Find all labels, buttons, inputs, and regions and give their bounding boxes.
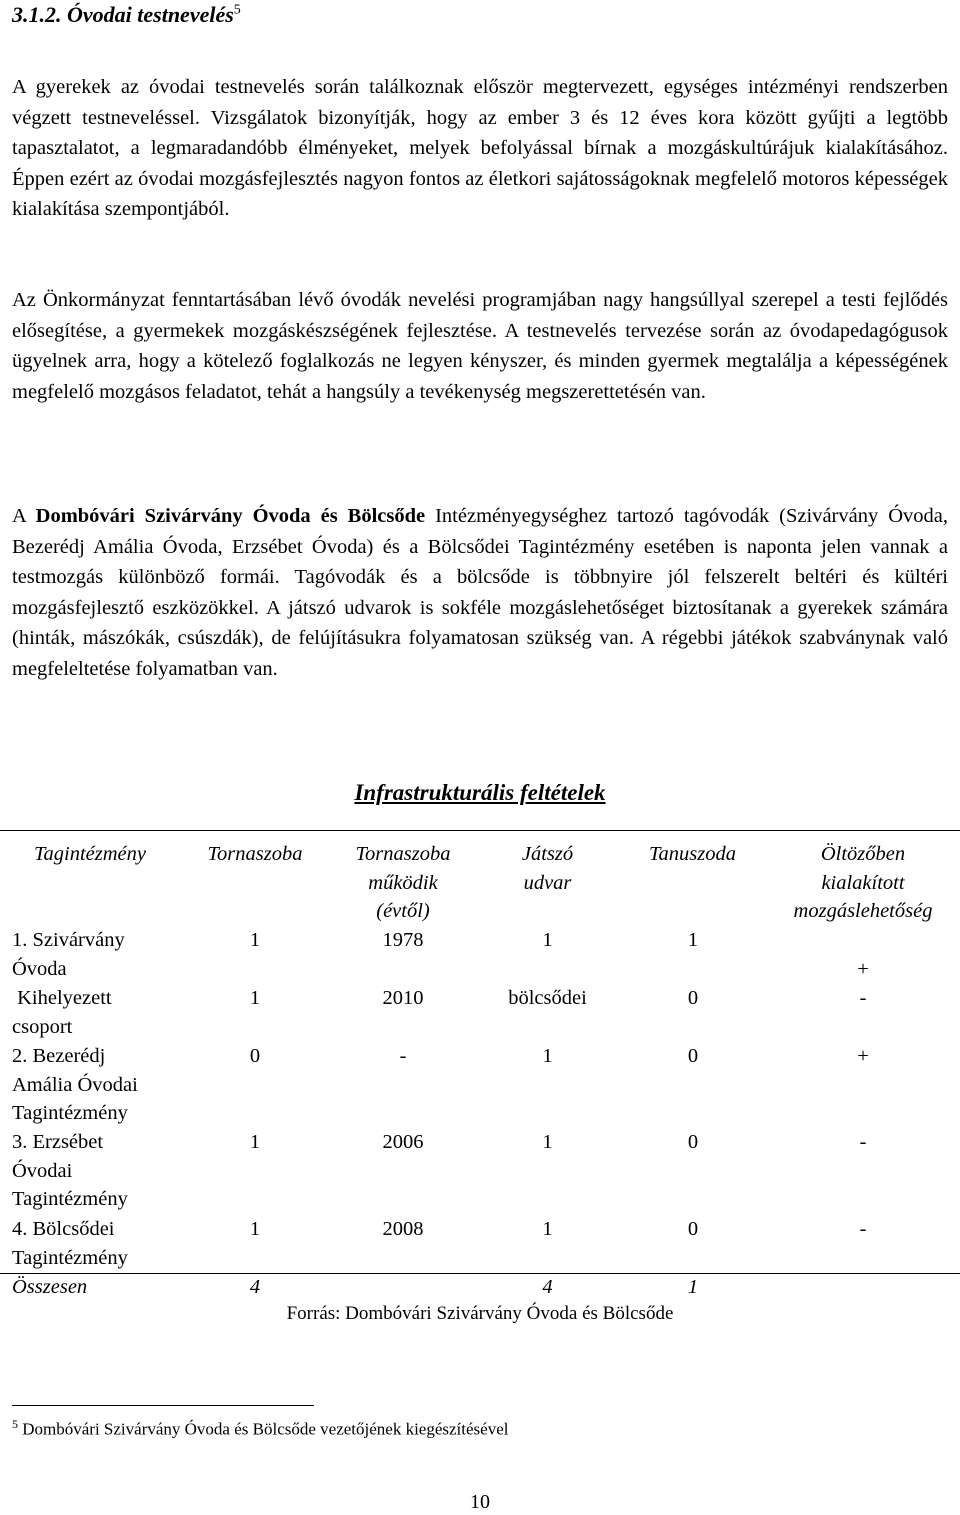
- row-name-line: 4. Bölcsődei: [12, 1218, 115, 1240]
- cell-tornaszoba: 1: [249, 1131, 261, 1153]
- cell-tanuszoda: 1: [687, 929, 699, 951]
- total-tanuszoda: 1: [687, 1276, 699, 1298]
- section-number: 3.1.2.: [12, 2, 62, 27]
- total-udvar: 4: [542, 1276, 553, 1298]
- footnote: [12, 1417, 508, 1440]
- institution-name: Dombóvári Szivárvány Óvoda és Bölcsőde: [35, 505, 426, 527]
- footnote-number: 5: [12, 1417, 18, 1431]
- row-name-line: 2. Bezerédj: [12, 1045, 106, 1067]
- paragraph-3-rest: Intézményegységhez tartozó tagóvodák (Szivárvány Óvoda, Bezerédj Amália Óvoda, Erzsébet Óvoda) és a Bölcsődei Tagintézmény esetében is naponta jelen vannak a testmozgás különböző formái. Tagóvodák és a bölcsőde is többnyire jól felszerelt beltéri és kültéri mozgásfejlesztő eszközökkel. A játszó udvarok is sokféle mozgáslehetőséget biztosítanak a gyerekek számára (hinták, mászókák, csúszdák), de felújításukra folyamatosan szükség van. A régebbi játékok szabványnak való megfeleltetése folyamatban van.: [12, 505, 948, 680]
- table-source: Forrás: Dombóvári Szivárvány Óvoda és Bölcsőde: [286, 1303, 674, 1324]
- table-top-rule: [0, 830, 960, 831]
- row-name-line: Kihelyezett: [12, 987, 112, 1009]
- table-row-name: [12, 926, 125, 983]
- footnote-ref: 5: [233, 2, 241, 18]
- page-number: 10: [470, 1491, 490, 1513]
- cell-tanuszoda: 0: [687, 987, 699, 1009]
- cell-udvar: 1: [542, 1218, 553, 1240]
- header-oltozo-line2: kialakított: [821, 871, 905, 894]
- footnote-separator: [12, 1405, 314, 1406]
- header-mukodik-line3: (évtől): [376, 900, 430, 923]
- cell-tanuszoda: 0: [687, 1218, 699, 1240]
- header-tanuszoda: Tanuszoda: [649, 843, 736, 865]
- header-oltozo-line3: mozgáslehetőség: [793, 900, 933, 923]
- row-name-line: 3. Erzsébet: [12, 1131, 104, 1153]
- cell-udvar: 1: [542, 929, 553, 951]
- header-oltozo-line1: Öltözőben: [820, 843, 906, 865]
- table-row-name: [12, 1215, 128, 1272]
- header-mukodik-line1: Tornaszoba: [355, 843, 451, 865]
- cell-oltozo: -: [859, 1218, 867, 1240]
- cell-tornaszoba: 1: [249, 929, 261, 951]
- cell-oltozo: +: [857, 1045, 869, 1067]
- cell-oltozo: -: [859, 987, 867, 1009]
- paragraph-3: [12, 501, 948, 684]
- paragraph-3-start: A: [12, 505, 36, 527]
- row-name-line: 1. Szivárvány: [12, 929, 125, 951]
- row-name-line: csoport: [12, 1015, 73, 1038]
- header-tornaszoba: Tornaszoba: [207, 843, 303, 865]
- cell-tornaszoba: 0: [249, 1045, 261, 1067]
- table-row-name: [12, 1042, 138, 1128]
- cell-ev: 2008: [382, 1218, 424, 1240]
- table-total-rule: [0, 1273, 960, 1274]
- cell-tanuszoda: 0: [687, 1045, 699, 1067]
- cell-oltozo: -: [859, 1131, 867, 1153]
- cell-tanuszoda: 0: [687, 1131, 699, 1153]
- row-name-line: Tagintézmény: [12, 1188, 128, 1211]
- header-tornaszoba-mukodik: [335, 840, 471, 926]
- section-title: Óvodai testnevelés: [67, 2, 234, 27]
- cell-udvar: 1: [542, 1045, 553, 1067]
- cell-tornaszoba: 1: [249, 1218, 261, 1240]
- cell-ev: -: [399, 1045, 407, 1067]
- row-name-line: Amália Óvodai: [12, 1073, 138, 1096]
- cell-tornaszoba: 1: [249, 987, 261, 1009]
- row-name-line: Óvoda: [12, 957, 67, 980]
- cell-ev: 2006: [382, 1131, 424, 1153]
- row-name-line: Tagintézmény: [12, 1102, 128, 1125]
- paragraph-1: A gyerekek az óvodai testnevelés során találkoznak először megtervezett, egységes intézményi rendszerben végzett testneveléssel. Vizsgálatok bizonyítják, hogy az ember 3 és 12 éves kora között gyűjti a legtöbb tapasztalatot, a legmaradandóbb élményeket, melyek befolyással bírnak a mozgáskultúrájuk kialakításához. Éppen ezért az óvodai mozgásfejlesztés nagyon fontos az életkori sajátosságoknak megfelelő motoros képességek kialakítása szempontjából.: [12, 76, 948, 220]
- footnote-text: Dombóvári Szivárvány Óvoda és Bölcsőde vezetőjének kiegészítésével: [22, 1419, 509, 1439]
- cell-ev: 2010: [382, 987, 424, 1009]
- cell-udvar: bölcsődei: [508, 987, 587, 1009]
- header-jatszo-udvar: [495, 840, 600, 897]
- row-name-line: Óvodai: [12, 1159, 73, 1182]
- row-name-line: Tagintézmény: [12, 1246, 128, 1269]
- table-row-name: [12, 1128, 128, 1214]
- cell-ev: 1978: [382, 929, 424, 951]
- cell-oltozo: +: [857, 958, 869, 980]
- table-row-name: [12, 984, 112, 1041]
- paragraph-2: Az Önkormányzat fenntartásában lévő óvodák nevelési programjában nagy hangsúllyal szerepel a testi fejlődés elősegítése, a gyermekek mozgáskészségének fejlesztése. A testnevelés tervezése során az óvodapedagógusok ügyelnek arra, hogy a kötelező foglalkozás ne legyen kényszer, és minden gyermek megtalálja a képességének megfelelő mozgásos feladatot, tehát a hangsúly a tevékenység megszerettetésén van.: [12, 289, 948, 403]
- header-udvar-line1: Játszó: [521, 843, 574, 865]
- total-label: Összesen: [12, 1276, 88, 1298]
- header-udvar-line2: udvar: [523, 871, 572, 894]
- header-tagintezmeny: Tagintézmény: [34, 843, 146, 865]
- total-tornaszoba: 4: [249, 1276, 261, 1298]
- header-oltozo: [770, 840, 956, 926]
- header-mukodik-line2: működik: [368, 871, 438, 894]
- table-title: Infrastrukturális feltételek: [354, 780, 606, 805]
- cell-udvar: 1: [542, 1131, 553, 1153]
- section-heading: [12, 2, 241, 28]
